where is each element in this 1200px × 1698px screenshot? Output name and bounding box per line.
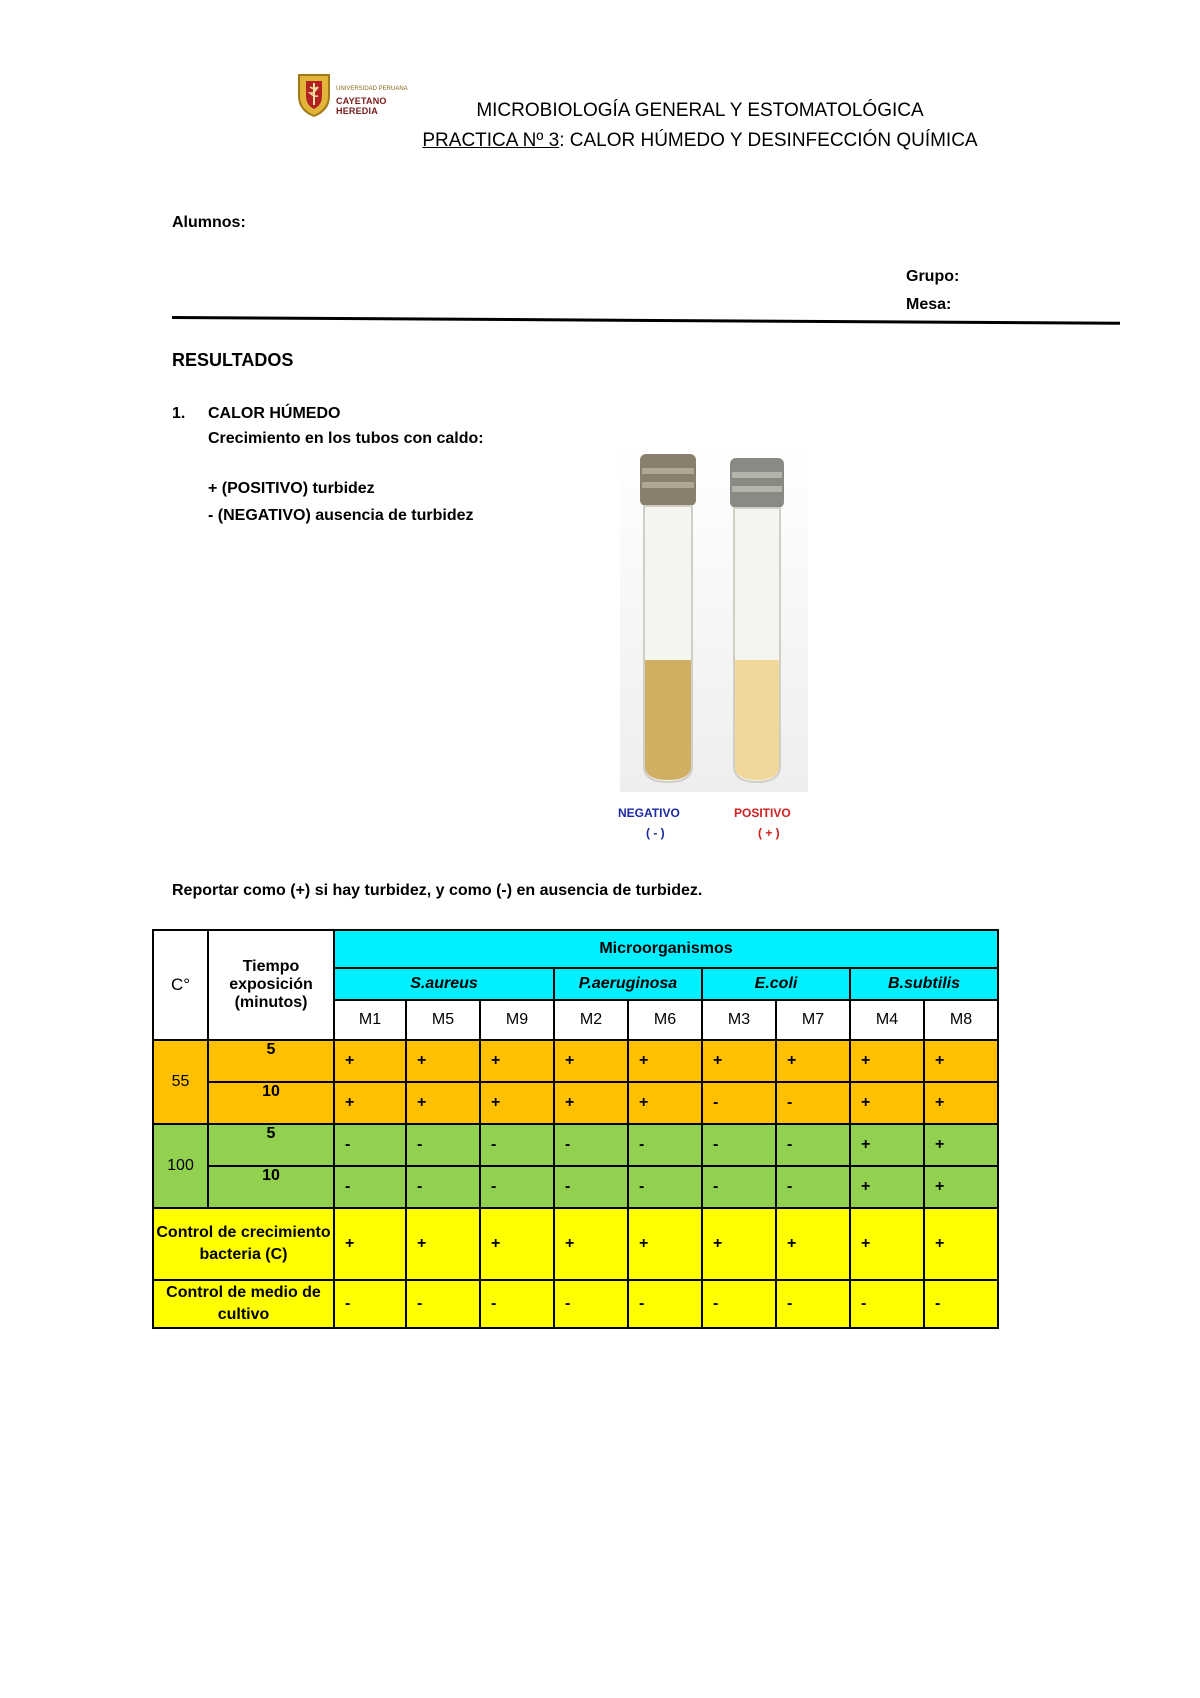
table-row	[153, 1166, 998, 1208]
result-cell: +	[924, 1082, 998, 1124]
result-cell: -	[776, 1082, 850, 1124]
result-cell: +	[406, 1208, 480, 1280]
result-cell: -	[628, 1124, 702, 1166]
negativo-sign: ( - )	[646, 826, 665, 840]
result-cell: +	[554, 1040, 628, 1082]
result-cell: -	[702, 1166, 776, 1208]
control-medium-label: Control de medio de cultivo	[153, 1280, 334, 1328]
grupo-label: Grupo:	[906, 268, 960, 285]
result-cell: +	[554, 1082, 628, 1124]
sample-m6: M6	[628, 1000, 702, 1040]
organism-s-aureus: S.aureus	[334, 968, 554, 1000]
result-cell: -	[334, 1124, 406, 1166]
sample-m7: M7	[776, 1000, 850, 1040]
control-growth-label: Control de crecimiento bacteria (C)	[153, 1208, 334, 1280]
positivo-sign: ( + )	[758, 826, 780, 840]
sample-m5: M5	[406, 1000, 480, 1040]
result-cell: +	[406, 1040, 480, 1082]
sample-m9: M9	[480, 1000, 554, 1040]
report-instruction: Reportar como (+) si hay turbidez, y como (-) en ausencia de turbidez.	[172, 882, 703, 899]
practice-number: PRACTICA Nº 3	[422, 130, 560, 151]
result-cell: +	[702, 1040, 776, 1082]
sample-m1: M1	[334, 1000, 406, 1040]
item-subtitle: Crecimiento en los tubos con caldo:	[208, 430, 484, 447]
tubes-photo	[620, 446, 808, 792]
result-cell: -	[334, 1280, 406, 1328]
result-cell: -	[554, 1280, 628, 1328]
positivo-label: POSITIVO	[734, 806, 791, 820]
table-row	[153, 1040, 998, 1082]
result-cell: -	[850, 1280, 924, 1328]
document-subtitle	[300, 130, 1100, 152]
item-number: 1.	[172, 405, 186, 422]
result-cell: +	[850, 1082, 924, 1124]
control-medium-row	[153, 1280, 998, 1328]
organism-e-coli: E.coli	[702, 968, 850, 1000]
sample-m4: M4	[850, 1000, 924, 1040]
result-cell: +	[924, 1124, 998, 1166]
results-heading: RESULTADOS	[172, 350, 294, 370]
time-cell: 10	[208, 1166, 334, 1208]
time-cell: 5	[208, 1040, 334, 1082]
table-row	[153, 1124, 998, 1166]
temperature-header: C°	[153, 930, 208, 1040]
negativo-label: NEGATIVO	[618, 806, 680, 820]
result-cell: -	[924, 1280, 998, 1328]
result-cell: -	[480, 1280, 554, 1328]
control-growth-row	[153, 1208, 998, 1280]
result-cell: -	[702, 1124, 776, 1166]
result-cell: +	[480, 1208, 554, 1280]
alumnos-label: Alumnos:	[172, 214, 246, 231]
result-cell: +	[924, 1166, 998, 1208]
result-cell: -	[702, 1082, 776, 1124]
microorganisms-header: Microorganismos	[334, 930, 998, 968]
result-cell: -	[406, 1280, 480, 1328]
result-cell: +	[776, 1040, 850, 1082]
result-cell: -	[702, 1280, 776, 1328]
result-cell: +	[628, 1208, 702, 1280]
result-cell: -	[776, 1124, 850, 1166]
result-cell: +	[628, 1040, 702, 1082]
result-cell: +	[334, 1208, 406, 1280]
result-cell: -	[628, 1280, 702, 1328]
temp-55-cell: 55	[153, 1040, 208, 1124]
result-cell: +	[334, 1082, 406, 1124]
result-cell: -	[334, 1166, 406, 1208]
signature-line	[172, 316, 1120, 325]
result-cell: +	[628, 1082, 702, 1124]
result-cell: +	[406, 1082, 480, 1124]
result-cell: -	[776, 1166, 850, 1208]
result-cell: +	[850, 1124, 924, 1166]
sample-m3: M3	[702, 1000, 776, 1040]
result-cell: +	[334, 1040, 406, 1082]
result-cell: -	[628, 1166, 702, 1208]
result-cell: +	[850, 1040, 924, 1082]
result-cell: +	[924, 1040, 998, 1082]
result-cell: -	[480, 1124, 554, 1166]
sample-m8: M8	[924, 1000, 998, 1040]
result-cell: -	[554, 1166, 628, 1208]
result-cell: -	[776, 1280, 850, 1328]
result-cell: +	[702, 1208, 776, 1280]
result-cell: +	[776, 1208, 850, 1280]
negative-definition: - (NEGATIVO) ausencia de turbidez	[208, 507, 474, 524]
result-cell: +	[480, 1040, 554, 1082]
sample-m2: M2	[554, 1000, 628, 1040]
organism-b-subtilis: B.subtilis	[850, 968, 998, 1000]
document-title: MICROBIOLOGÍA GENERAL Y ESTOMATOLÓGICA	[476, 100, 924, 121]
result-cell: -	[406, 1166, 480, 1208]
result-cell: -	[406, 1124, 480, 1166]
time-header: Tiempo exposición (minutos)	[208, 930, 334, 1040]
table-row	[153, 1082, 998, 1124]
time-cell: 10	[208, 1082, 334, 1124]
organism-p-aeruginosa: P.aeruginosa	[554, 968, 702, 1000]
item-title: CALOR HÚMEDO	[208, 405, 341, 422]
result-cell: -	[480, 1166, 554, 1208]
result-cell: +	[850, 1166, 924, 1208]
result-cell: +	[554, 1208, 628, 1280]
temp-100-cell: 100	[153, 1124, 208, 1208]
logo-small-text: UNIVERSIDAD PERUANA	[336, 86, 408, 92]
practice-title: : CALOR HÚMEDO Y DESINFECCIÓN QUÍMICA	[559, 130, 978, 151]
mesa-label: Mesa:	[906, 296, 952, 313]
result-cell: +	[924, 1208, 998, 1280]
results-table	[152, 929, 999, 1329]
time-cell: 5	[208, 1124, 334, 1166]
logo-text: CAYETANO HEREDIA	[336, 96, 387, 116]
result-cell: +	[850, 1208, 924, 1280]
result-cell: -	[554, 1124, 628, 1166]
positive-definition: + (POSITIVO) turbidez	[208, 480, 375, 497]
result-cell: +	[480, 1082, 554, 1124]
